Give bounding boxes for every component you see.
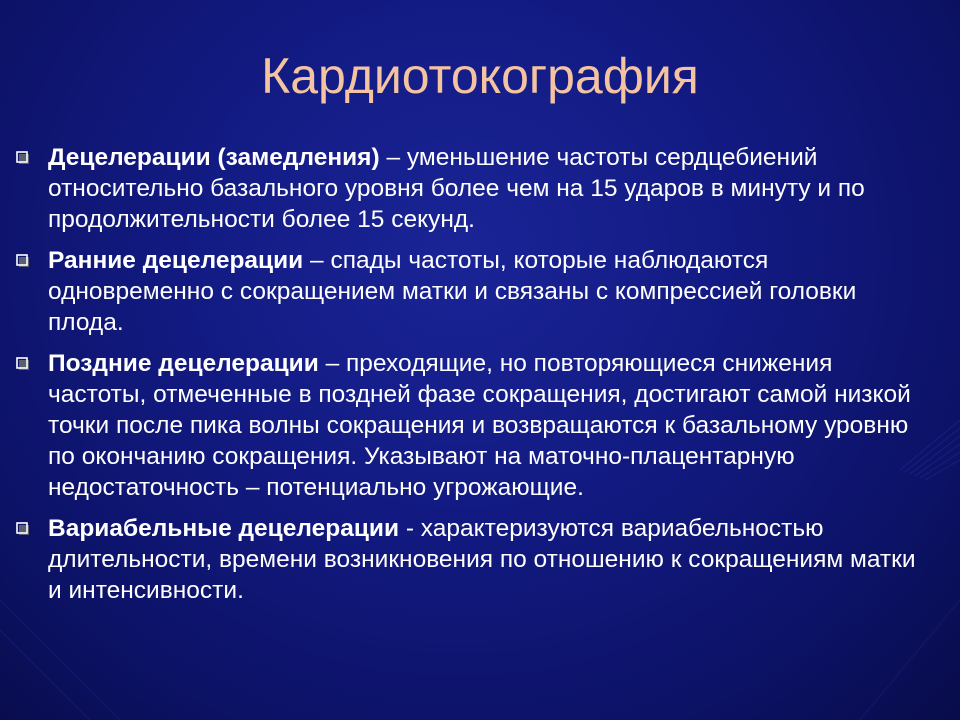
hollow-square-bullet-icon: [16, 151, 30, 165]
bullet-term: Ранние децелерации: [48, 247, 304, 274]
bullet-text: – спады частоты, которые наблюдаются одновременно с сокращением матки и связаны с компрессией головки плода.: [48, 247, 857, 336]
bullet-term: Поздние децелерации: [48, 350, 319, 377]
bullet-item: [14, 245, 934, 338]
bullet-text: - характеризуются вариабельностью длительности, времени возникновения по отношению к сокращениям матки и интенсивности.: [48, 515, 916, 604]
hollow-square-bullet-icon: [16, 254, 30, 268]
bullet-item: [14, 513, 934, 606]
bullet-item: [14, 348, 934, 503]
hollow-square-bullet-icon: [16, 522, 30, 536]
bullet-item: [14, 142, 934, 235]
bullet-term: Вариабельные децелерации: [48, 515, 400, 542]
bullet-text: – уменьшение частоты сердцебиений относительно базального уровня более чем на 15 ударов в минуту и по продолжительности более 15 секунд.: [48, 144, 865, 233]
bullet-list: [14, 142, 934, 616]
bullet-term: Децелерации (замедления): [48, 144, 380, 171]
slide-title: Кардиотокография: [261, 48, 699, 104]
hollow-square-bullet-icon: [16, 357, 30, 371]
bullet-text: – преходящие, но повторяющиеся снижения частоты, отмеченные в поздней фазе сокращения, достигают самой низкой точки после пика волны сокращения и возвращаются к базальному уровню по окончанию сокращения. Указывают на маточно-плацентарную недостаточность – потенциально угрожающие.: [48, 350, 911, 501]
